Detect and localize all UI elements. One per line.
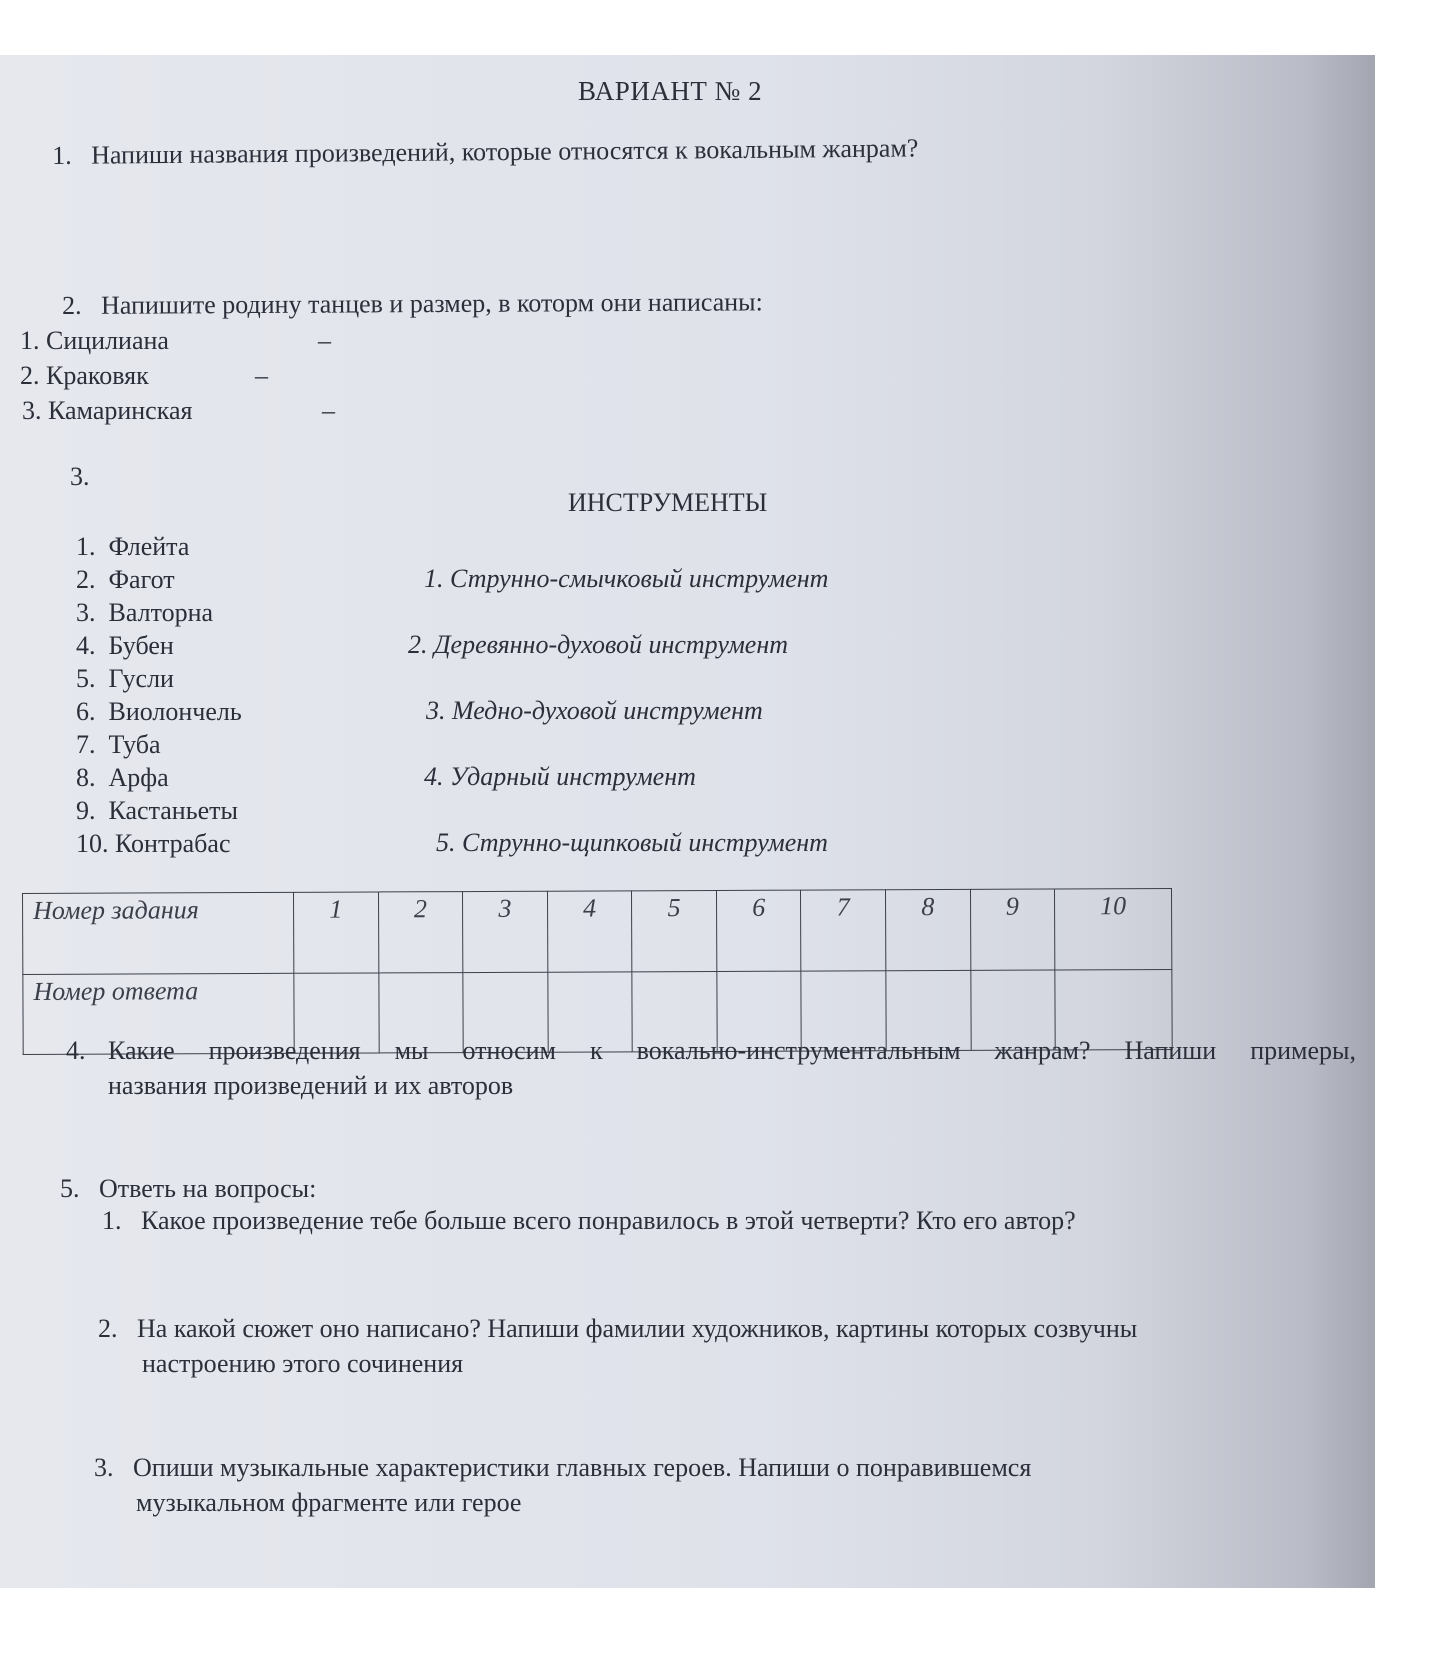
instrument-item: 1. Флейта [76,532,190,561]
instrument-item: 3. Валторна [76,598,214,627]
category-item: 5. Струнно-щипковый инструмент [436,828,828,857]
table-row-header: Номер ответа [23,973,294,1055]
question-1 [52,132,919,171]
dance-dash: – [255,361,268,390]
question-5-number: 5. [60,1174,80,1203]
question-5-text: Ответь на вопросы: [99,1174,317,1203]
instrument-item: 2. Фагот [76,565,175,594]
table-column-header: 9 [970,889,1055,970]
subquestion-3: 3. Опиши музыкальные характеристики главных героев. Напиши о понравившемся [94,1453,1032,1482]
table-row-header: Номер задания [23,892,294,974]
category-item: 2. Деревянно-духовой инструмент [408,630,789,659]
table-column-header: 7 [801,890,886,971]
table-column-header: 3 [463,891,548,972]
question-4-text: Какие произведения мы относим к вокально-инструментальным жанрам? Напиши примеры, [108,1036,1356,1065]
table-column-header: 1 [293,892,378,973]
page-title: ВАРИАНТ № 2 [578,76,763,106]
question-2-number: 2. [62,290,82,320]
table-row [23,888,1172,974]
subquestion-2-cont: настроению этого сочинения [142,1349,464,1378]
question-4-text-cont: названия произведений и их авторов [108,1071,514,1100]
category-item: 3. Медно-духовой инструмент [426,696,763,725]
table-column-header: 10 [1055,888,1172,969]
dance-item: 3. Камаринская [22,396,193,425]
subquestion-2: 2. На какой сюжет оно написано? Напиши фамилии художников, картины которых созвучны [98,1314,1138,1343]
question-1-text: Напиши названия произведений, которые относятся к вокальным жанрам? [91,133,919,170]
table-column-header: 6 [716,890,801,971]
worksheet-page [0,55,1375,1588]
question-1-number: 1. [52,140,72,170]
subquestion-3-cont: музыкальном фрагменте или герое [136,1488,522,1517]
question-2-text: Напишите родину танцев и размер, в которм они написаны: [101,287,763,320]
dance-dash: – [322,396,335,425]
instrument-item: 5. Гусли [76,664,174,693]
question-3-number: 3. [70,462,90,491]
instrument-item: 8. Арфа [76,763,169,792]
instrument-item: 9. Кастаньеты [76,796,238,825]
instruments-heading: ИНСТРУМЕНТЫ [568,488,768,517]
question-4-number: 4. [66,1036,86,1065]
instrument-item: 4. Бубен [76,631,174,660]
table-column-header: 8 [885,889,970,970]
category-item: 1. Струнно-смычковый инструмент [424,564,829,593]
instrument-item: 6. Виолончель [76,697,242,726]
table-column-header: 4 [547,891,632,972]
dance-item: 1. Сицилиана [20,326,169,355]
category-item: 4. Ударный инструмент [424,762,696,791]
table-column-header: 2 [378,892,463,973]
dance-dash: – [318,326,331,355]
subquestion-1: 1. Какое произведение тебе больше всего понравилось в этой четверти? Кто его автор? [102,1206,1076,1235]
table-column-header: 5 [632,890,717,971]
question-5 [60,1173,316,1204]
instrument-item: 10. Контрабас [76,829,231,858]
instrument-item: 7. Туба [76,730,161,759]
answer-table [22,888,1173,1055]
dance-item: 2. Краковяк [20,361,149,390]
question-2 [62,286,763,321]
